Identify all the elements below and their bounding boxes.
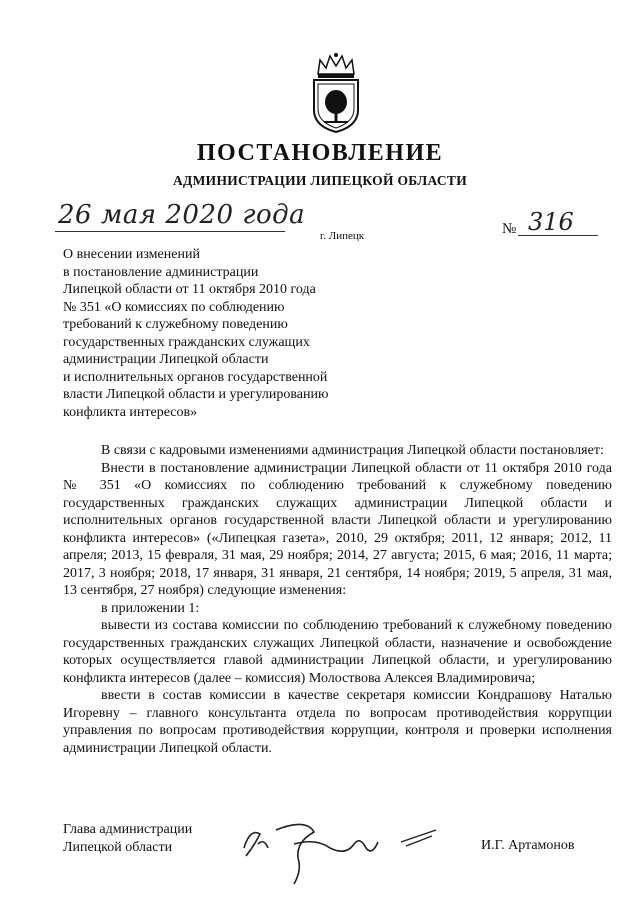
subject-line: № 351 «О комиссиях по соблюдению	[63, 299, 285, 315]
handwritten-date: 26 мая 2020 года	[58, 200, 306, 230]
subject-line: конфликта интересов»	[63, 404, 198, 420]
document-body	[63, 442, 612, 757]
number-label: №	[502, 221, 517, 237]
body-paragraph-add-member: ввести в состав комиссии в качестве секретаря комиссии Кондрашову Наталью Игоревну – главного консультанта отдела по вопросам противодействия коррупции управления по вопросам противодействия коррупции, контроля и проверки исполнения администрации Липецкой области.	[63, 688, 612, 756]
subject-line: власти Липецкой области и урегулированию	[63, 387, 329, 402]
handwritten-number: 316	[528, 208, 574, 236]
coat-of-arms-emblem	[308, 52, 364, 134]
city-label: г. Липецк	[320, 230, 365, 242]
subject-line: Липецкой области от 11 октября 2010 года	[63, 282, 316, 297]
subject-line: О внесении изменений	[63, 247, 200, 262]
subject-line: в постановление администрации	[63, 264, 259, 280]
document-title: ПОСТАНОВЛЕНИЕ	[196, 140, 444, 166]
body-paragraph-preamble: В связи с кадровыми изменениями администрация Липецкой области постановляет:	[101, 443, 604, 458]
signatory-title-line: Липецкой области	[63, 839, 173, 855]
body-paragraph-remove-member: вывести из состава комиссии по соблюдению требований к служебному поведению государственных гражданских служащих Липецкой области, назначение и освобождение которых осуществляется главой администрации Липецкой области, и урегулированию конфликта интересов (далее – комиссия) Молоствова Алексея Владимировича;	[63, 618, 612, 686]
date-underline	[55, 231, 285, 232]
handwritten-signature	[236, 808, 446, 888]
subject-block	[63, 246, 383, 421]
document-subtitle: АДМИНИСТРАЦИИ ЛИПЕЦКОЙ ОБЛАСТИ	[172, 173, 468, 188]
signatory-title	[63, 821, 192, 856]
subject-line: администрации Липецкой области	[63, 352, 269, 367]
body-paragraph-amendment: Внести в постановление администрации Липецкой области от 11 октября 2010 года № 351 «О комиссиях по соблюдению требований к служебному поведению государственных гражданских служащих администрации Липецкой области и исполнительных органов государственной власти Липецкой области и урегулированию конфликта интересов» («Липецкая газета», 2010, 29 октября; 2011, 12 января; 2012, 11 апреля; 2013, 15 февраля, 31 мая, 29 ноября; 2014, 27 августа; 2015, 6 мая; 2016, 11 марта; 2017, 3 ноября; 2018, 17 января, 31 января, 21 сентября, 14 ноября; 2019, 5 апреля, 31 мая, 13 сентября, 27 ноября) следующие изменения:	[63, 460, 612, 598]
subject-line: и исполнительных органов государственной	[63, 369, 328, 385]
body-paragraph-appendix: в приложении 1:	[101, 600, 200, 616]
signatory-title-line: Глава администрации	[63, 822, 193, 837]
number-underline	[518, 235, 598, 236]
subject-line: требований к служебному поведению	[63, 317, 288, 332]
subject-line: государственных гражданских служащих	[63, 334, 310, 350]
signatory-name: И.Г. Артамонов	[481, 838, 575, 853]
